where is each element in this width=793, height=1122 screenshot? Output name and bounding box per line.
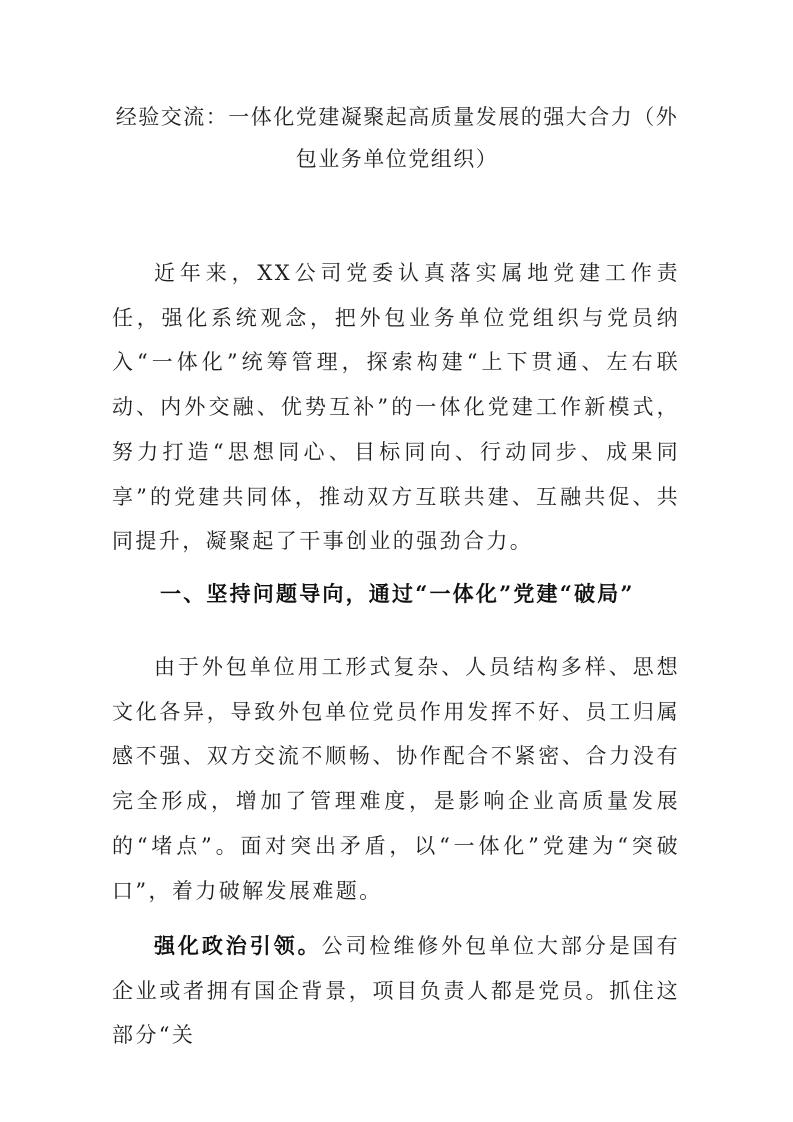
section-heading: 一、坚持问题导向，通过“一体化”党建“破局” — [160, 581, 635, 606]
subsection-paragraph — [112, 924, 680, 1058]
document-title: 经验交流：一体化党建凝聚起高质量发展的强大合力（外包业务单位党组织） — [115, 105, 679, 171]
section-paragraph: 由于外包单位用工形式复杂、人员结构多样、思想文化各异，导致外包单位党员作用发挥不好、员工归属感不强、双方交流不顺畅、协作配合不紧密、合力没有完全形成，增加了管理难度，是影响企业高质量发展的“堵点”。面对突出矛盾，以“一体化”党建为“突破口”，着力破解发展难题。 — [112, 655, 680, 903]
subsection-text: 公司检维修外包单位大部分是国有企业或者拥有国企背景，项目负责人都是党员。抓住这部分“关 — [112, 934, 680, 1048]
intro-paragraph: 近年来，XX公司党委认真落实属地党建工作责任，强化系统观念，把外包业务单位党组织与党员纳入“一体化”统筹管理，探索构建“上下贯通、左右联动、内外交融、优势互补”的一体化党建工作新模式，努力打造“思想同心、目标同向、行动同步、成果同享”的党建共同体，推动双方互联共建、互融共促、共同提升，凝聚起了干事创业的强劲合力。 — [112, 261, 680, 554]
subsection-lead: 强化政治引领。 — [154, 933, 322, 958]
